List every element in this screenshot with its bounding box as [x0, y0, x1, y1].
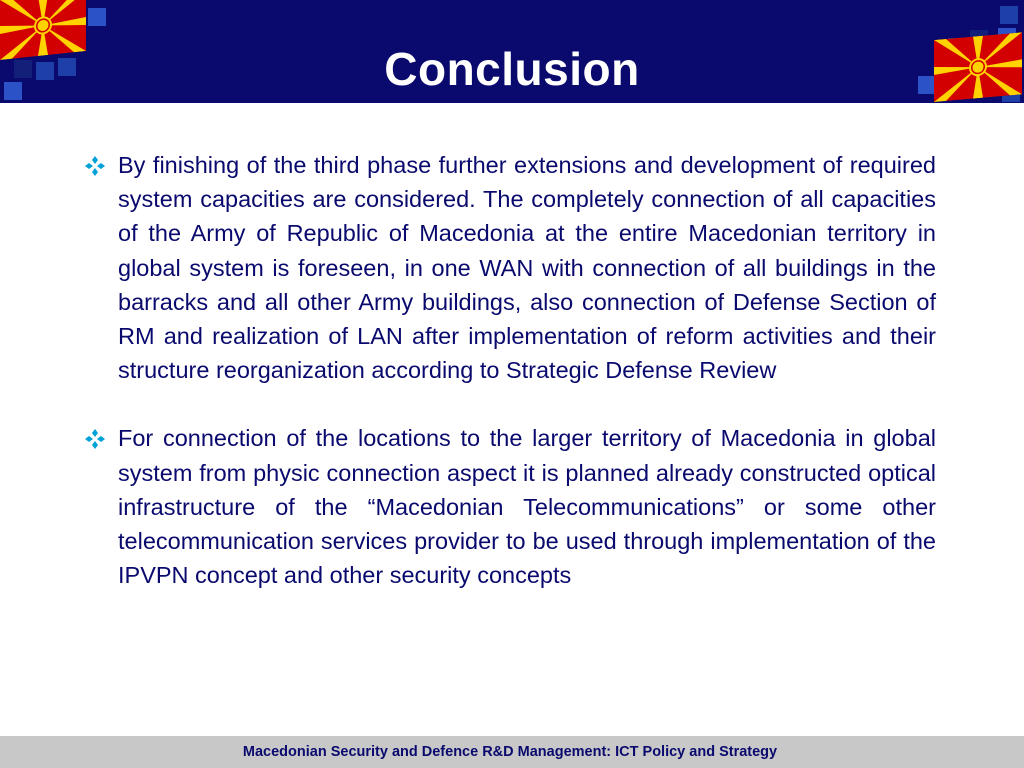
list-item [80, 148, 936, 387]
diamond-bullet-icon [84, 425, 106, 447]
header-band [0, 0, 1024, 103]
footer-bar [0, 736, 1024, 768]
bullet-list [80, 148, 936, 626]
decorative-square [88, 8, 106, 26]
slide-title: Conclusion [384, 43, 640, 95]
list-item [80, 421, 936, 592]
decorative-square [1000, 6, 1018, 24]
bullet-text: For connection of the locations to the larger territory of Macedonia in global system from physic connection aspect it is planned already constructed optical infrastructure of the “Macedonian Telecommunications” or some other telecommunication services provider to be used through implementation of the IPVPN concept and other security concepts [118, 425, 936, 589]
footer-text: Macedonian Security and Defence R&D Management: ICT Policy and Strategy [242, 744, 778, 760]
diamond-bullet-icon [84, 152, 106, 174]
bullet-text: By finishing of the third phase further extensions and development of required system capacities are considered. The completely connection of all capacities of the Army of Republic of Macedonia at the entire Macedonian territory in global system is foreseen, in one WAN with connection of all buildings in the barracks and all other Army buildings, also connection of Defense Section of RM and realization of LAN after implementation of reform activities and their structure reorganization according to Strategic Defense Review [118, 152, 936, 384]
